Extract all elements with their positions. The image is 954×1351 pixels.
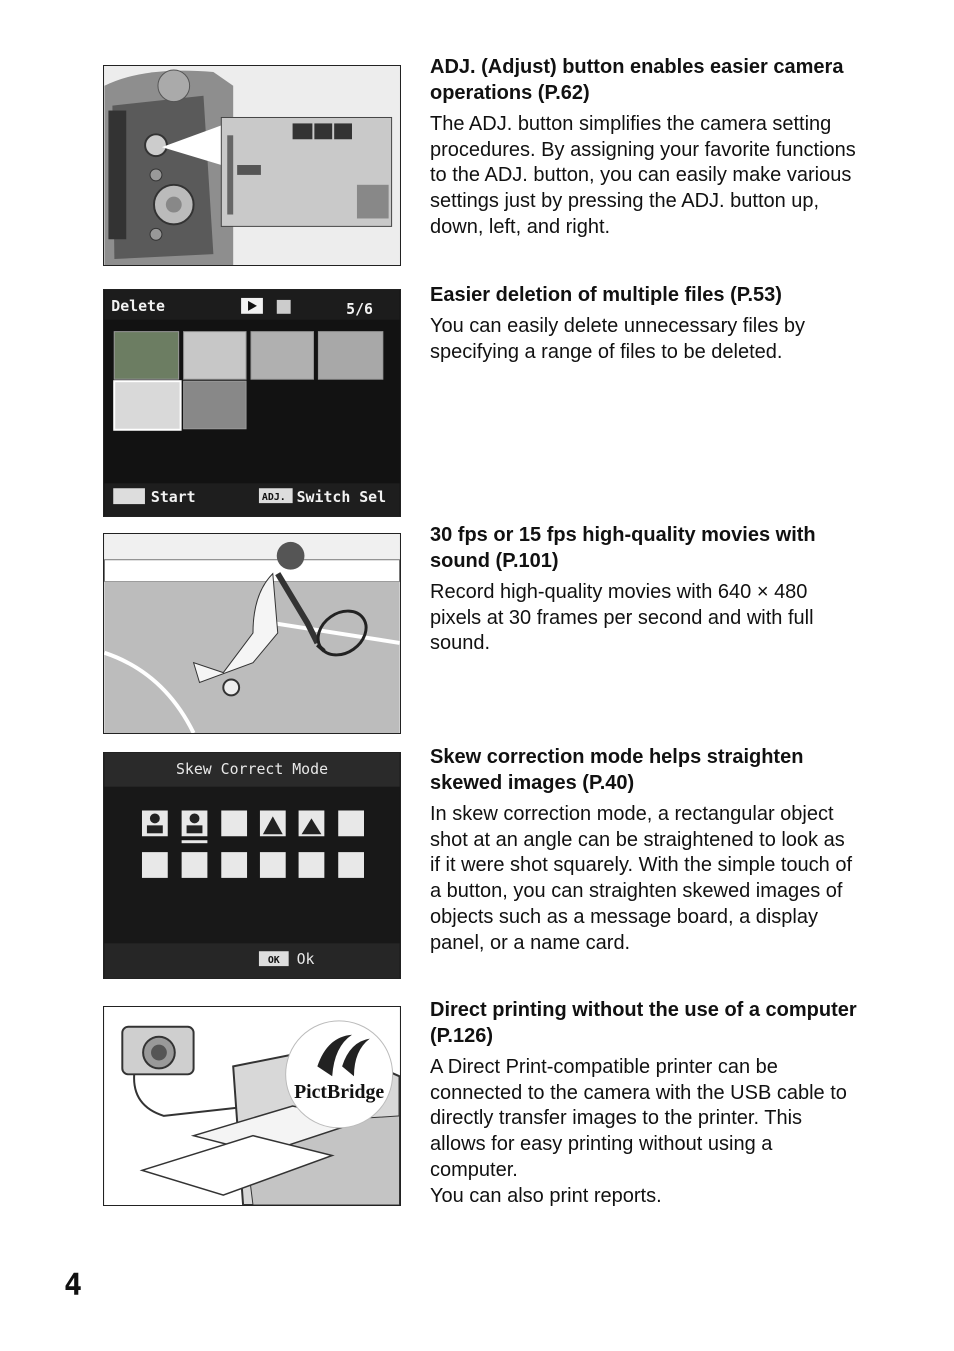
switch-sel-label: Switch Sel — [296, 488, 387, 507]
section-adj — [430, 54, 860, 241]
section-body: Record high-quality movies with 640 × 480 pixels at 30 frames per second and with full sound. — [430, 581, 814, 655]
delete-screen-counter: 5/6 — [346, 299, 374, 318]
section-title: 30 fps or 15 fps high-quality movies with sound (P.101) — [430, 524, 816, 572]
section-skew — [430, 744, 860, 956]
skew-correct-screen-illustration — [103, 752, 401, 979]
ok-key-label: OK — [267, 955, 280, 967]
section-movies — [430, 522, 860, 657]
trash-icon — [113, 488, 145, 504]
playback-icon — [241, 298, 263, 314]
ok-label: Ok — [296, 950, 315, 969]
pictbridge-logo — [286, 1021, 393, 1128]
section-body: You can easily delete unnecessary files by specifying a range of files to be deleted. — [430, 315, 806, 363]
delete-screen-illustration — [103, 289, 401, 517]
adj-key-label: ADJ. — [261, 492, 286, 504]
tennis-player-illustration — [103, 533, 401, 734]
page-number: 4 — [64, 1268, 83, 1303]
pictbridge-printer-illustration — [103, 1006, 401, 1206]
skew-screen-title: Skew Correct Mode — [175, 759, 329, 778]
section-direct-print — [430, 997, 860, 1209]
pictbridge-logo-text: PictBridge — [294, 1081, 385, 1104]
section-body-extra: You can also print reports. — [430, 1184, 662, 1207]
section-title: Easier deletion of multiple files (P.53) — [430, 284, 782, 306]
section-delete — [430, 282, 860, 365]
delete-screen-title: Delete — [111, 296, 165, 315]
section-title: Direct printing without the use of a computer (P.126) — [430, 999, 857, 1047]
camera-adj-illustration — [103, 65, 401, 266]
section-body: In skew correction mode, a rectangular object shot at an angle can be straightened to look as if it were shot squarely. With the simple touch of a button, you can straighten skewed images of objects such as a message board, a display panel, or a name card. — [430, 803, 853, 954]
start-label: Start — [150, 488, 196, 507]
section-title: ADJ. (Adjust) button enables easier camera operations (P.62) — [430, 56, 844, 104]
section-body: The ADJ. button simplifies the camera setting procedures. By assigning your favorite functions to the ADJ. button, you can easily make various settings just by pressing the ADJ. button up, down, left, and right. — [430, 113, 856, 238]
section-body: A Direct Print-compatible printer can be connected to the camera with the USB cable to directly transfer images to the printer. This allows for easy printing without using a computer. — [430, 1056, 847, 1181]
sd-card-icon — [277, 300, 291, 314]
section-title: Skew correction mode helps straighten skewed images (P.40) — [430, 746, 804, 794]
